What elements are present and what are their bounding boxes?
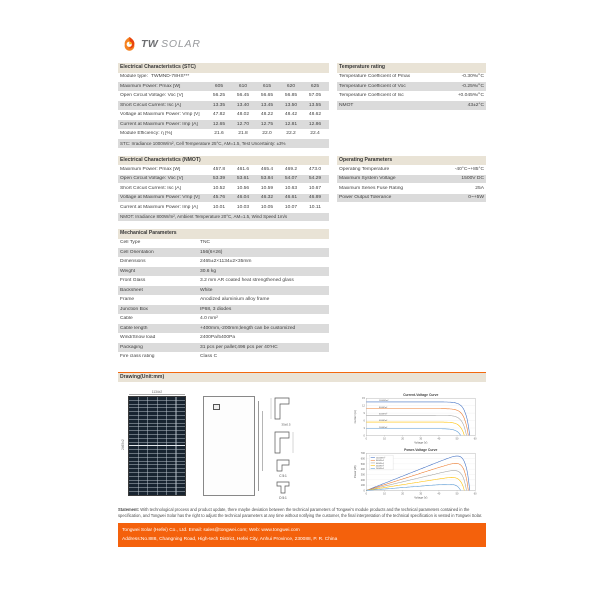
spec-value: 13.45 [260,102,274,108]
brand-name-bold: TW [141,37,159,50]
spec-value: 13.35 [212,102,226,108]
spec-label: Open Circuit Voltage: Voc [V] [120,176,184,182]
svg-text:600W/m²: 600W/m² [379,412,388,415]
section-drawing [118,372,486,502]
spec-value: 620 [286,83,296,89]
spec-label: Short Circuit Current: Isc [A] [120,185,181,191]
svg-text:200W/m²: 200W/m² [375,468,385,471]
spec-value: 56.25 [212,93,226,99]
svg-text:10: 10 [383,492,386,496]
spec-value: 10.52 [212,185,226,191]
svg-text:0: 0 [365,492,368,496]
mechanical-row [118,305,329,315]
detail-d-label: D 5:1 [279,495,287,500]
spec-value: 10.07 [284,204,298,210]
mechanical-value: +400mm,-200mm;length can be customized [200,325,296,331]
svg-text:0: 0 [363,433,365,437]
spec-value: 10.05 [260,204,274,210]
temperature-value: -0.25%/°C [461,83,484,89]
mechanical-value: Class C [200,354,218,360]
svg-text:600: 600 [360,457,365,461]
frame-detail-drawings [268,394,304,504]
spec-value: 625 [310,83,320,89]
svg-text:20: 20 [401,436,405,440]
spec-value: 473.0 [308,166,322,172]
operating-value: 1500V DC [461,176,484,182]
svg-text:15: 15 [362,396,365,400]
spec-value: 56.45 [236,93,250,99]
module-center-divider [129,445,185,446]
stc-test-conditions: STC: Irradiance 1000W/m², Cell Temperature 25°C, AM=1.5, Test Uncertainty: ±3% [118,139,329,149]
mechanical-label: Cell Orientation [120,249,154,255]
mechanical-label: Packaging [120,344,143,350]
spec-value: 48.22 [260,112,274,118]
svg-text:Current (A): Current (A) [354,409,358,423]
svg-text:3: 3 [363,426,365,430]
mechanical-value: TNC [200,240,211,246]
svg-text:1000W/m²: 1000W/m² [379,399,389,402]
stc-spec-row [118,82,329,92]
operating-row [337,165,486,175]
detail-c-label: C 5:1 [279,473,287,478]
mechanical-row [118,334,329,344]
operating-section-title: Operating Parameters [337,156,486,166]
section-operating-parameters [337,156,486,204]
svg-text:Power (W): Power (W) [354,465,358,479]
svg-text:60: 60 [473,436,477,440]
mechanical-value: IP68, 3 diodes [200,306,232,312]
spec-value: 56.65 [260,93,274,99]
spec-value: 57.05 [308,93,322,99]
temperature-row [337,82,486,92]
performance-charts [350,392,482,500]
spec-label: Maximum Power: Pmax [W] [120,83,181,89]
spec-value: 21.6 [214,131,224,137]
spec-value: 457.8 [212,166,226,172]
svg-text:50: 50 [455,436,459,440]
mechanical-row [118,277,329,287]
spec-label: Short Circuit Current: Isc [A] [120,102,181,108]
svg-text:300: 300 [360,473,365,477]
mechanical-section-title: Mechanical Parameters [118,229,329,239]
mechanical-value: 31 pcs per pallet;496 pcs per 40'HC [200,344,278,350]
spec-value: 615 [262,83,272,89]
spec-value: 48.02 [236,112,250,118]
section-temperature-rating [337,63,486,111]
stc-spec-row [118,101,329,111]
nmot-spec-row [118,194,329,204]
mechanical-value: 3.2 mm AR coated heat strengthened glass [200,278,294,284]
svg-text:200W/m²: 200W/m² [379,426,388,429]
mechanical-label: Wind/Snow load [120,335,156,341]
mechanical-row [118,286,329,296]
svg-text:0: 0 [363,489,365,493]
spec-label: Current at Maximum Power: Imp [A] [120,121,198,127]
spec-value: 610 [238,83,248,89]
operating-value: -40°C~+85°C [454,166,484,172]
spec-value: 46.89 [308,195,322,201]
statement-text: With technological process and product update, there maybe deviation between the technical parameters of Tongwei's module products and the technical parameters contained in the specification, and Tongwei Solar has the right to adjust the technical parameters at any time without notifying the customer, the final interpretation of the technical specification is vested in Tongwei Solar. [118,506,483,518]
spec-value: 53.39 [212,176,226,182]
svg-text:400W/m²: 400W/m² [375,465,385,468]
drawing-section-title: Drawing(Unit:mm) [118,372,486,382]
svg-text:20: 20 [401,492,405,496]
mechanical-label: Front Glass [120,278,146,284]
module-height-dimension: 2465±2 [121,439,125,451]
temperature-value: -0.30%/°C [461,74,484,80]
statement-label: Statement: [118,506,140,512]
current-voltage-chart [350,392,482,445]
spec-value: 46.32 [260,195,274,201]
module-width-dimension: 1134±2 [129,390,185,394]
spec-value: 53.61 [236,176,250,182]
module-back-view [203,396,255,496]
nmot-spec-row [118,203,329,213]
spec-value: 469.2 [284,166,298,172]
mechanical-value: 156(6×26) [200,249,223,255]
mechanical-label: Frame [120,297,135,303]
stc-spec-row [118,92,329,102]
footer-address-line: Address:No.888, Changning Road, High-tech District, Hefei City, Anhui Province, 230088, P. R. China [122,537,338,543]
company-footer [118,523,486,547]
operating-label: Power Output Tolerance [339,195,392,201]
module-type-row [118,73,329,83]
operating-row [337,194,486,204]
spec-value: 46.61 [284,195,298,201]
spec-value: 12.65 [212,121,226,127]
spec-value: 12.75 [260,121,274,127]
temperature-label: NMOT [339,102,354,108]
mechanical-label: Backsheet [120,287,143,293]
svg-text:200: 200 [360,478,365,482]
spec-value: 56.85 [284,93,298,99]
section-electrical-stc [118,63,329,149]
spec-value: 13.50 [284,102,298,108]
spec-value: 54.29 [308,176,322,182]
spec-label: Open Circuit Voltage: Voc [V] [120,93,184,99]
svg-text:30: 30 [419,436,423,440]
brand-logo [122,36,486,51]
spec-value: 12.86 [308,121,322,127]
spec-value: 10.01 [212,204,226,210]
operating-value: 25A [475,185,484,191]
operating-row [337,184,486,194]
section-mechanical [118,229,329,362]
mechanical-label: Cable [120,316,133,322]
mechanical-row [118,258,329,268]
tw-solar-flame-icon [122,36,137,51]
mechanical-row [118,343,329,353]
brand-name-light: SOLAR [161,37,201,50]
operating-label: Operating Temperature [339,166,390,172]
svg-text:800W/m²: 800W/m² [375,460,385,463]
mechanical-label: Junction Box [120,306,149,312]
temperature-value: +0.045%/°C [457,93,484,99]
spec-value: 48.42 [284,112,298,118]
svg-text:Current-Voltage Curve: Current-Voltage Curve [403,392,439,397]
spec-label: Maximum Power: Pmax [W] [120,166,181,172]
spec-value: 53.84 [260,176,274,182]
svg-text:30: 30 [419,492,423,496]
spec-value: 54.07 [284,176,298,182]
spec-value: 13.55 [308,102,322,108]
svg-text:100: 100 [360,484,365,488]
svg-text:40: 40 [437,492,441,496]
nmot-section-title: Electrical Characteristics (NMOT) [118,156,329,166]
svg-text:600W/m²: 600W/m² [375,462,385,465]
operating-value: 0~+5W [468,195,484,201]
svg-text:Voltage (V): Voltage (V) [414,440,428,444]
mechanical-row [118,267,329,277]
mechanical-value: Anodized aluminium alloy frame [200,297,270,303]
footer-contact-line: Tongwei Solar (Hefei) Co., Ltd. Email: sales@tongwei.com; Web: www.tongwei.com [122,527,300,533]
datasheet-page [118,36,486,547]
junction-box [213,404,220,410]
spec-value: 22.0 [262,131,272,137]
svg-text:Power-Voltage Curve: Power-Voltage Curve [404,448,438,453]
mechanical-label: Cell Type [120,240,141,246]
mechanical-row [118,248,329,258]
svg-text:10: 10 [383,436,386,440]
spec-value: 605 [214,83,224,89]
module-type-value: TWMND-78HS*** [151,74,190,80]
power-voltage-chart [350,447,482,500]
svg-text:0: 0 [365,436,368,440]
legal-statement [118,507,486,520]
mechanical-value: 2400Pa/5400Pa [200,335,236,341]
spec-label: Module Efficiency: η [%] [120,131,173,137]
spec-value: 45.76 [212,195,226,201]
spec-label: Voltage at Maximum Power: Vmp [V] [120,195,200,201]
svg-text:Voltage (V): Voltage (V) [414,496,428,500]
spec-value: 22.2 [286,131,296,137]
temperature-row [337,92,486,102]
mechanical-label: Cable length [120,325,148,331]
spec-value: 48.62 [308,112,322,118]
mechanical-value: 4.0 mm² [200,316,218,322]
mechanical-row [118,353,329,363]
svg-text:6: 6 [363,418,365,422]
temperature-section-title: Temperature rating [337,63,486,73]
svg-text:700: 700 [360,452,365,456]
nmot-spec-row [118,184,329,194]
svg-text:500: 500 [360,462,365,466]
spec-value: 10.63 [284,185,298,191]
stc-spec-row [118,111,329,121]
spec-value: 465.4 [260,166,274,172]
spec-value: 12.70 [236,121,250,127]
mechanical-label: Dimensions [120,259,146,265]
svg-text:50: 50 [455,492,459,496]
frame-height-label: 35±0.5 [281,422,291,426]
temperature-row [337,101,486,111]
mechanical-row [118,296,329,306]
spec-value: 10.11 [309,204,321,210]
svg-text:60: 60 [473,492,477,496]
nmot-spec-row [118,165,329,175]
back-dimension-line [258,401,259,491]
spec-label: Voltage at Maximum Power: Vmp [V] [120,112,200,118]
nmot-test-conditions: NMOT: Irradiance 800W/m², Ambient Temperature 20°C, AM=1.5, Wind Speed 1m/s [118,213,329,223]
spec-value: 10.03 [236,204,250,210]
mechanical-label: Fire class rating [120,354,155,360]
mechanical-value: 2465±2×1134±2×35mm [200,259,252,265]
mechanical-row [118,239,329,249]
svg-text:12: 12 [362,404,365,408]
mechanical-label: Weight [120,268,136,274]
spec-value: 461.6 [236,166,250,172]
mechanical-row [118,315,329,325]
brand-name [141,38,201,50]
spec-value: 10.59 [260,185,274,191]
svg-text:1000W/m²: 1000W/m² [375,457,386,460]
temperature-row [337,73,486,83]
spec-value: 13.40 [236,102,250,108]
module-type-label: Module type: [120,74,149,80]
nmot-spec-row [118,175,329,185]
spec-value: 46.04 [236,195,250,201]
spec-value: 22.4 [310,131,320,137]
stc-spec-row [118,120,329,130]
spec-value: 21.8 [238,131,248,137]
svg-text:9: 9 [363,411,365,415]
temperature-label: Temperature Coefficient of Voc [339,83,406,89]
svg-text:800W/m²: 800W/m² [379,406,388,409]
mechanical-value: White [200,287,213,293]
svg-text:400: 400 [360,468,365,472]
stc-spec-row [118,130,329,140]
module-front-view [121,389,186,496]
mechanical-value: 30.6 kg [200,268,217,274]
svg-text:40: 40 [437,436,441,440]
section-electrical-nmot [118,156,329,223]
spec-label: Current at Maximum Power: Imp [A] [120,204,198,210]
operating-label: Maximum System Voltage [339,176,396,182]
temperature-label: Temperature Coefficient of Pmax [339,74,411,80]
spec-value: 10.67 [308,185,322,191]
mechanical-row [118,324,329,334]
spec-value: 47.82 [212,112,226,118]
operating-label: Maximum Series Fuse Rating [339,185,404,191]
spec-value: 12.81 [284,121,298,127]
back-dimension-line-2 [262,411,263,471]
temperature-label: Temperature Coefficient of Isc [339,93,404,99]
spec-value: 10.56 [236,185,250,191]
operating-row [337,175,486,185]
temperature-value: 43±2°C [467,102,484,108]
svg-text:400W/m²: 400W/m² [379,419,388,422]
stc-section-title: Electrical Characteristics (STC) [118,63,329,73]
drawing-area [118,382,486,502]
